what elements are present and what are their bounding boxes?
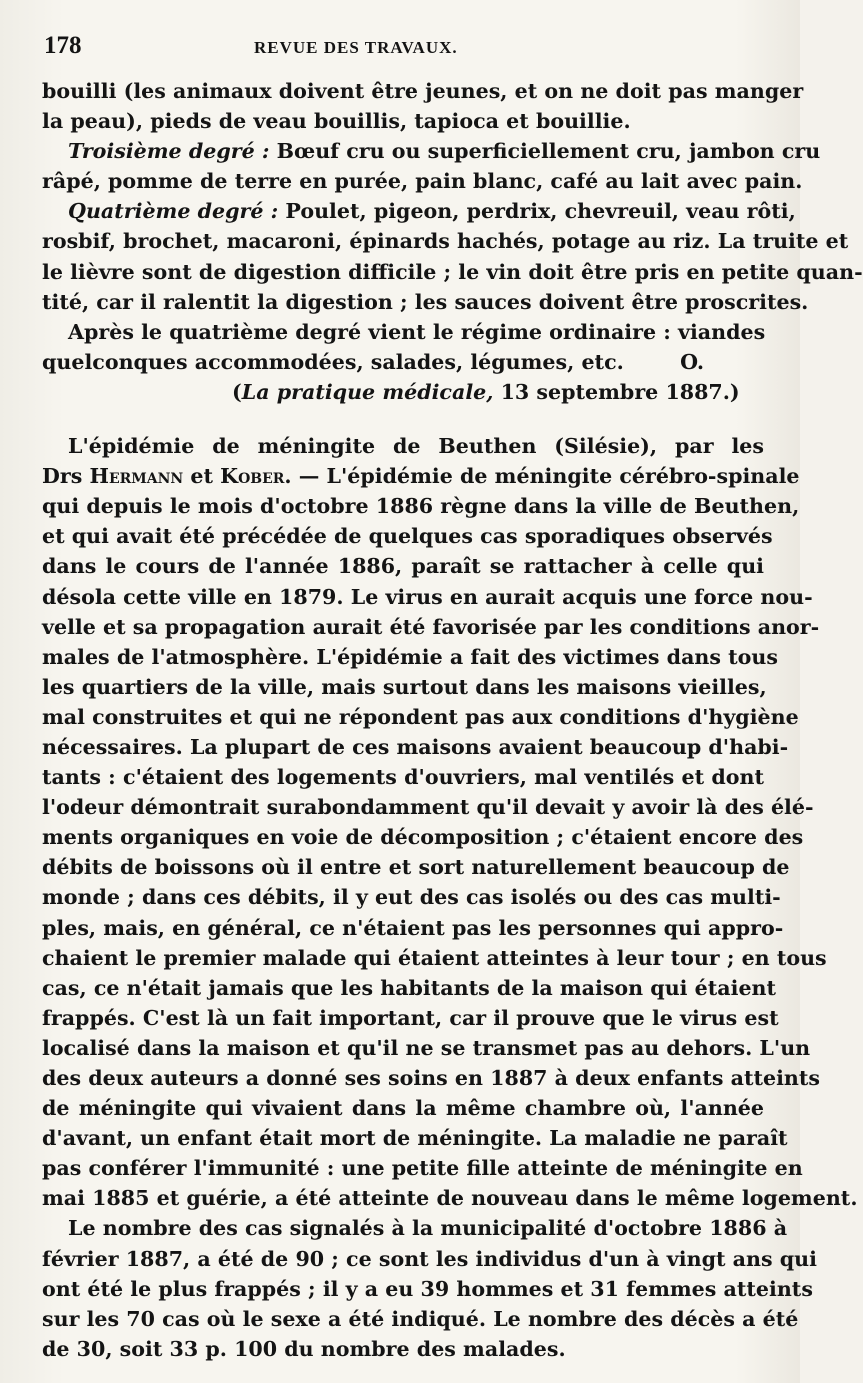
text-line: dans le cours de l'année 1886, paraît se rattacher à celle qui xyxy=(42,554,764,579)
text-line xyxy=(42,347,764,377)
degree-4-paragraph xyxy=(42,196,863,316)
author-signature: O. xyxy=(680,349,704,374)
article-title: L'épidémie de méningite de Beuthen (Silésie), xyxy=(68,434,658,459)
citation-open: ( xyxy=(232,379,242,404)
text-line: velle et sa propagation aurait été favorisée par les conditions anor- xyxy=(42,614,820,639)
text-line: males de l'atmosphère. L'épidémie a fait des victimes dans tous xyxy=(42,644,778,669)
text-line: ments organiques en voie de décomposition ; c'étaient encore des xyxy=(42,825,804,850)
text-line: cas, ce n'était jamais que les habitants de la maison qui étaient xyxy=(42,975,777,1000)
text-line: de 30, soit 33 p. 100 du nombre des malades. xyxy=(42,1336,566,1361)
citation-line xyxy=(42,377,764,407)
author-hermann: Hermann xyxy=(89,464,184,489)
section-gap xyxy=(42,407,764,431)
degree-3-label: Troisième degré : xyxy=(68,139,270,164)
article-title-line xyxy=(42,431,764,461)
text-line: des deux auteurs a donné ses soins en 1887 à deux enfants atteints xyxy=(42,1066,820,1090)
text-line: la peau), pieds de veau bouillis, tapioca et bouillie. xyxy=(42,109,631,134)
text-line: chaient le premier malade qui étaient atteintes à leur tour ; en tous xyxy=(42,945,827,970)
text-line: tité, car il ralentit la digestion ; les sauces doivent être proscrites. xyxy=(42,289,809,314)
text-line: ont été le plus frappés ; il y a eu 39 hommes et 31 femmes atteints xyxy=(42,1276,813,1301)
authors-line xyxy=(42,461,800,491)
degree-4-label: Quatrième degré : xyxy=(68,199,279,224)
degree-3-text: Bœuf cru ou superficiellement cru, jambon cru xyxy=(269,139,821,164)
text-line: pas conférer l'immunité : une petite fille atteinte de méningite en xyxy=(42,1156,803,1181)
text-line: de méningite qui vivaient dans la même chambre où, l'année xyxy=(42,1096,764,1121)
text-line: tants : c'étaient des logements d'ouvriers, mal ventilés et dont xyxy=(42,765,764,790)
text-line: râpé, pomme de terre en purée, pain blanc, café au lait avec pain. xyxy=(42,169,803,194)
article-title-suffix: par les xyxy=(657,434,764,459)
text-line: localisé dans la maison et qu'il ne se transmet pas au dehors. L'un xyxy=(42,1035,811,1060)
page-body xyxy=(42,76,863,1364)
page-number: 178 xyxy=(44,32,82,59)
regime-paragraph xyxy=(42,317,764,407)
text-line: rosbif, brochet, macaroni, épinards hachés, potage au riz. La truite et xyxy=(42,229,849,254)
text-line: nécessaires. La plupart de ces maisons avaient beaucoup d'habi- xyxy=(42,734,789,759)
text-line: Le nombre des cas signalés à la municipalité d'octobre 1886 à xyxy=(68,1216,788,1241)
degree-4-text: Poulet, pigeon, perdrix, chevreuil, veau rôti, xyxy=(278,199,796,224)
text-line: mai 1885 et guérie, a été atteinte de nouveau dans le même logement. xyxy=(42,1186,858,1211)
text-line: débits de boissons où il entre et sort naturellement beaucoup de xyxy=(42,855,790,880)
text-line: monde ; dans ces débits, il y eut des cas isolés ou des cas multi- xyxy=(42,885,781,910)
text-line xyxy=(42,136,821,166)
diet-continuation xyxy=(42,76,804,136)
authors-prefix: Drs xyxy=(42,464,90,489)
regime-last-text: quelconques accommodées, salades, légumes, etc. xyxy=(42,349,624,374)
text-line: l'odeur démontrait surabondamment qu'il devait y avoir là des élé- xyxy=(42,795,814,820)
author-kober: Kober. xyxy=(220,464,292,489)
case-statistics-paragraph xyxy=(42,1213,817,1363)
text-line: mal construites et qui ne répondent pas aux conditions d'hygiène xyxy=(42,704,799,729)
text-line: d'avant, un enfant était mort de méningite. La maladie ne paraît xyxy=(42,1126,788,1151)
text-line: ples, mais, en général, ce n'étaient pas les personnes qui appro- xyxy=(42,915,784,940)
text-line: les quartiers de la ville, mais surtout dans les maisons vieilles, xyxy=(42,674,767,699)
text-line xyxy=(42,196,796,226)
text-line: qui depuis le mois d'octobre 1886 règne dans la ville de Beuthen, xyxy=(42,494,800,519)
text-line: Après le quatrième degré vient le régime ordinaire : viandes xyxy=(68,319,766,344)
text-line: le lièvre sont de digestion difficile ; le vin doit être pris en petite quan- xyxy=(42,259,863,284)
degree-3-paragraph xyxy=(42,136,821,196)
text-line: désola cette ville en 1879. Le virus en aurait acquis une force nou- xyxy=(42,584,813,609)
article-first-line-rest: — L'épidémie de méningite cérébro-spinale xyxy=(291,464,800,489)
text-line: frappés. C'est là un fait important, car il prouve que le virus est xyxy=(42,1005,779,1030)
text-line: et qui avait été précédée de quelques cas sporadiques observés xyxy=(42,524,773,549)
text-line: février 1887, a été de 90 ; ce sont les individus d'un à vingt ans qui xyxy=(42,1246,817,1271)
running-title: REVUE DES TRAVAUX. xyxy=(254,38,458,57)
citation-source: La pratique médicale, xyxy=(241,379,494,404)
citation-date: 13 septembre 1887.) xyxy=(493,379,740,404)
meningitis-article xyxy=(42,431,858,1213)
text-line: bouilli (les animaux doivent être jeunes, et on ne doit pas manger xyxy=(42,79,804,103)
page-header xyxy=(42,32,764,76)
author-and: et xyxy=(183,464,221,489)
text-line: sur les 70 cas où le sexe a été indiqué. Le nombre des décès a été xyxy=(42,1306,799,1331)
